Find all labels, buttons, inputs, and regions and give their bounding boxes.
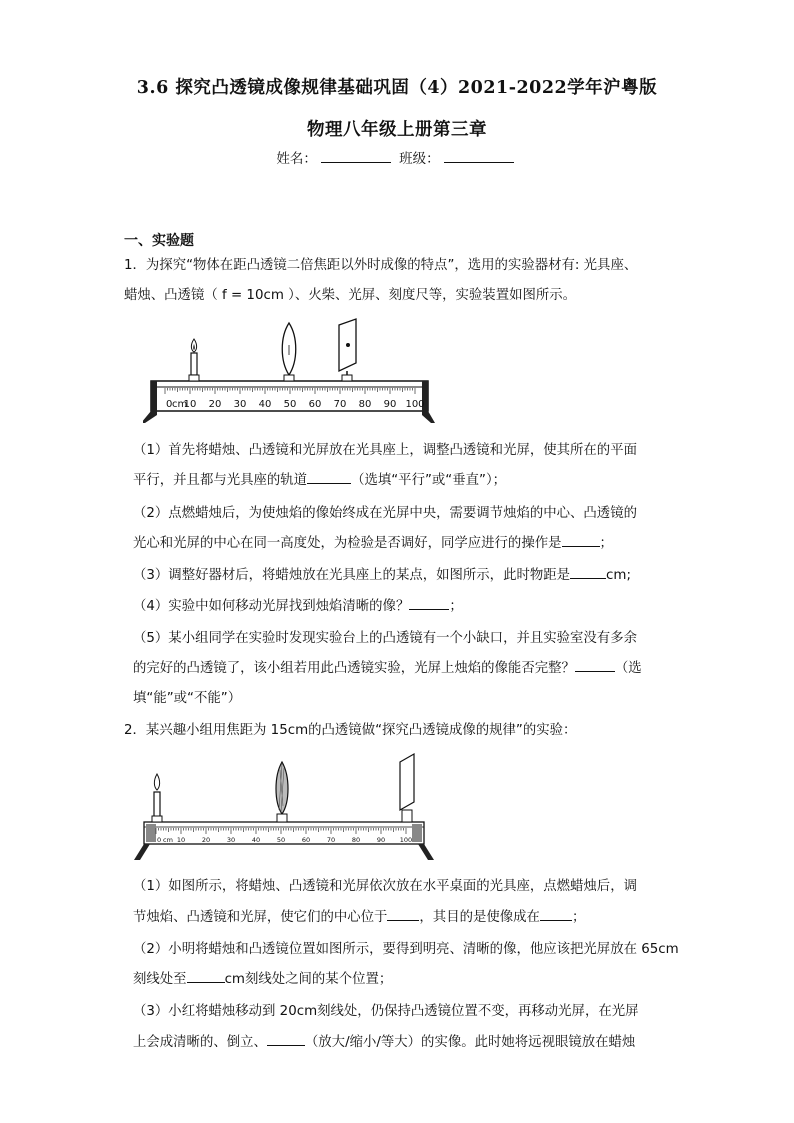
- q1-p2-answer-blank[interactable]: [562, 534, 600, 547]
- q1-p2-line-a: （2）点燃蜡烛后，为使烛焰的像始终成在光屏中央，需要调节烛焰的中心、凸透镜的: [133, 506, 637, 521]
- ruler-label: 60: [301, 836, 311, 844]
- q1-p5-line-b: [133, 659, 663, 679]
- q2-p2-text: 刻线处至: [133, 972, 187, 987]
- section-heading: 一、实验题: [124, 233, 194, 249]
- convex-lens: [282, 323, 296, 381]
- title-line-1: 3.6 探究凸透镜成像规律基础巩固（4）2021-2022学年沪粤版: [136, 78, 658, 98]
- ruler-label: 90: [376, 836, 386, 844]
- q1-p5-line-a: （5）某小组同学在实验时发现实验台上的凸透镜有一个小缺口，并且实验室没有多余: [133, 631, 637, 646]
- q1-p3-text: （3）调整好器材后，将蜡烛放在光具座上的某点，如图所示，此时物距是: [133, 568, 571, 583]
- q2-p1-line-a: （1）如图所示，将蜡烛、凸透镜和光屏依次放在水平桌面的光具座，点燃蜡烛后，调: [133, 879, 637, 894]
- q2-p1-end: ；: [571, 910, 586, 925]
- bench-left-block: [146, 824, 156, 842]
- ruler-label: 100: [405, 399, 425, 410]
- q1-p5-hint-start: （选: [614, 661, 642, 676]
- light-screen-2: [400, 754, 414, 822]
- q2-p1-answer-blank-1[interactable]: [387, 908, 419, 921]
- ruler-label: 40: [251, 836, 261, 844]
- q2-p3-line-b: [133, 1033, 663, 1053]
- q2-line-1: 2．某兴趣小组用焦距为 15cm的凸透镜做“探究凸透镜成像的规律”的实验：: [124, 723, 577, 738]
- q1-p4-text: （4）实验中如何移动光屏找到烛焰清晰的像？: [133, 599, 410, 614]
- candle-2: [152, 774, 162, 822]
- q1-p2-text: 光心和光屏的中心在同一高度处，为检验是否调好，同学应进行的操作是: [133, 536, 562, 551]
- class-field[interactable]: [444, 150, 514, 163]
- bench-left-leg: [134, 844, 150, 860]
- ruler-label: 70: [333, 399, 347, 410]
- q2-p3-answer-blank[interactable]: [267, 1033, 305, 1046]
- q2-p2-line-a: （2）小明将蜡烛和凸透镜位置如图所示，要得到明亮、清晰的像，他应该把光屏放在 65cm: [133, 942, 679, 957]
- student-info: [0, 147, 794, 167]
- ruler-label: 90: [383, 399, 397, 410]
- q1-p4-answer-blank[interactable]: [409, 597, 449, 610]
- name-field[interactable]: [321, 150, 391, 163]
- name-label: 姓名：: [276, 151, 317, 167]
- convex-lens-2: [276, 762, 288, 822]
- q1-p4-end: ；: [449, 599, 463, 614]
- q1-p1-answer-blank[interactable]: [307, 471, 351, 484]
- q2-p3-text: 上会成清晰的、倒立、: [133, 1035, 267, 1050]
- q1-p1-line-a: （1）首先将蜡烛、凸透镜和光屏放在光具座上，调整凸透镜和光屏，使其所在的平面: [133, 443, 637, 458]
- ruler-label: 0: [166, 399, 173, 410]
- q1-p1-hint: （选填“平行”或“垂直”）；: [351, 473, 507, 488]
- ruler-unit-label: cm: [163, 836, 173, 844]
- q2-p2-answer-blank[interactable]: [187, 970, 225, 983]
- q1-p3-unit: cm;: [606, 568, 631, 583]
- q1-p5-line-c: 填“能”或“不能”）: [133, 691, 242, 706]
- q1-p3-line: [133, 566, 663, 586]
- q1-line-2: 蜡烛、凸透镜（ f = 10cm ）、火柴、光屏、刻度尺等，实验装置如图所示。: [124, 288, 577, 303]
- ruler-label: 60: [308, 399, 322, 410]
- ruler-unit-label: cm: [172, 399, 188, 410]
- q1-p2-line-b: [133, 534, 663, 554]
- ruler-label: 30: [233, 399, 247, 410]
- q2-p3-end: （放大/缩小/等大）的实像。此时她将远视眼镜放在蜡烛: [304, 1035, 636, 1050]
- ruler-label: 70: [326, 836, 336, 844]
- q2-p1-text: 节烛焰、凸透镜和光屏，使它们的中心位于: [133, 910, 388, 925]
- q1-p4-line: [133, 597, 663, 617]
- bench-right-block: [412, 824, 422, 842]
- title-line-2: 物理八年级上册第三章: [307, 120, 487, 140]
- ruler-label: 10: [176, 836, 186, 844]
- ruler-label: 100: [399, 836, 413, 844]
- ruler-label: 80: [351, 836, 361, 844]
- figure-2-optical-bench: [132, 750, 434, 862]
- q2-p2-line-b: [133, 970, 663, 990]
- q2-p1-answer-blank-2[interactable]: [540, 908, 572, 921]
- q1-p2-end: ；: [599, 536, 613, 551]
- ruler-label: 40: [258, 399, 272, 410]
- ruler-label: 0: [157, 836, 162, 844]
- q1-p3-answer-blank[interactable]: [570, 566, 606, 579]
- class-label: 班级：: [399, 151, 440, 167]
- ruler-label: 80: [358, 399, 372, 410]
- ruler-label: 50: [276, 836, 286, 844]
- q1-p5-text: 的完好的凸透镜了，该小组若用此凸透镜实验，光屏上烛焰的像能否完整？: [133, 661, 575, 676]
- q2-p3-line-a: （3）小红将蜡烛移动到 20cm刻线处，仍保持凸透镜位置不变，再移动光屏，在光屏: [133, 1004, 639, 1019]
- q1-p5-answer-blank[interactable]: [575, 659, 615, 672]
- q1-p1-text: 平行，并且都与光具座的轨道: [133, 473, 308, 488]
- q2-p2-end: cm刻线处之间的某个位置；: [224, 972, 393, 987]
- light-screen: [339, 319, 356, 381]
- bench-left-support: [143, 381, 157, 423]
- q1-p1-line-b: [133, 471, 663, 491]
- q2-p1-line-b: [133, 908, 663, 928]
- ruler-label: 30: [226, 836, 236, 844]
- candle: [189, 339, 199, 381]
- ruler-label: 20: [201, 836, 211, 844]
- bench-right-leg: [418, 844, 434, 860]
- ruler-label: 20: [208, 399, 222, 410]
- ruler-label: 10: [183, 399, 197, 410]
- figure-1-optical-bench: [143, 315, 443, 425]
- q2-p1-mid: ，其目的是使像成在: [419, 910, 540, 925]
- q1-line-1: 1．为探究“物体在距凸透镜二倍焦距以外时成像的特点”，选用的实验器材有: 光具座、: [124, 258, 638, 273]
- ruler-label: 50: [283, 399, 297, 410]
